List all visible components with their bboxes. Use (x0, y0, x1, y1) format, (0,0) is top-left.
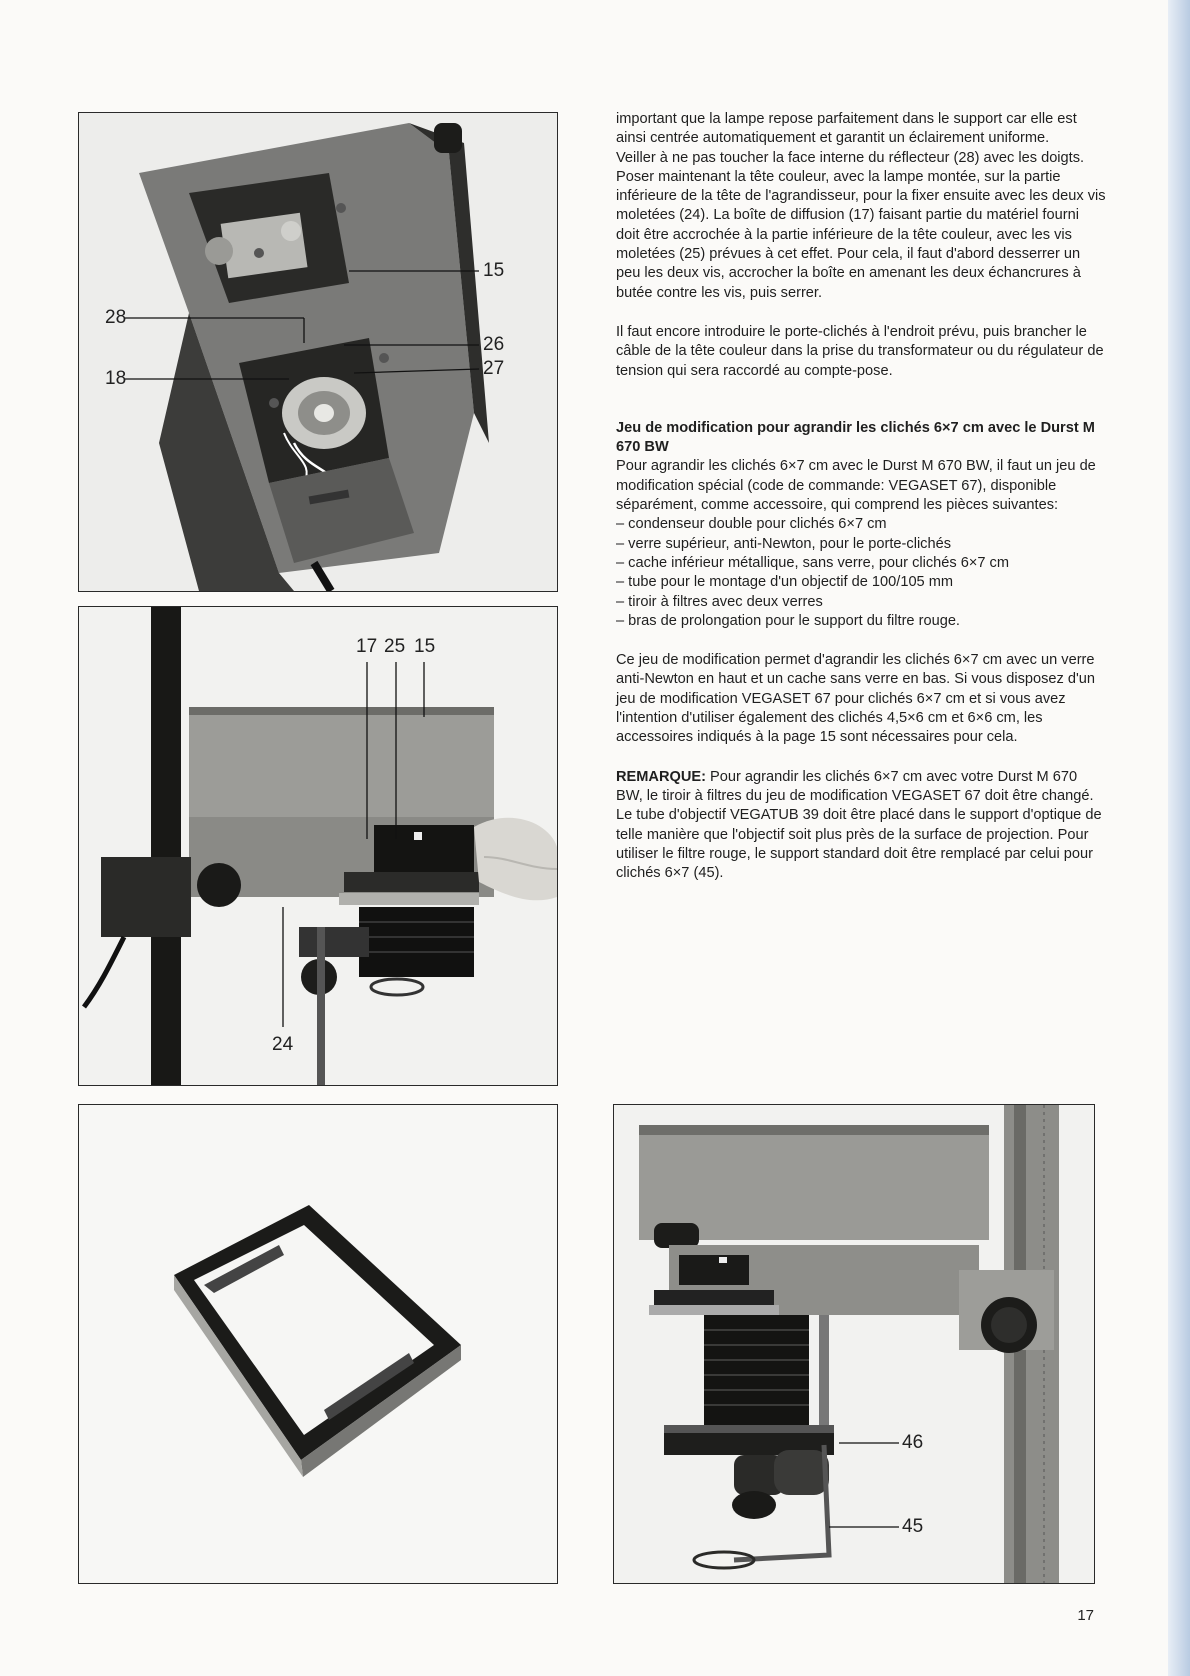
figure-color-head-top (78, 112, 558, 592)
page-number: 17 (1077, 1607, 1094, 1624)
callout-28: 28 (105, 307, 127, 328)
callout-27: 27 (483, 358, 505, 379)
negative-cache-illustration (79, 1105, 557, 1583)
figure-negative-cache (78, 1104, 558, 1584)
list-item: – bras de prolongation pour le support du filtre rouge. (616, 612, 1106, 631)
callout-15: 15 (483, 260, 505, 281)
page-edge-shadow (1168, 0, 1190, 1676)
paragraph-lamp-support: important que la lampe repose parfaitement dans le support car elle est ainsi centrée automatiquement et garantit un éclairement uniforme. (616, 111, 1077, 147)
remark-label: REMARQUE: (616, 768, 706, 785)
callout-26: 26 (483, 334, 505, 355)
modification-kit-parts-list (616, 515, 1106, 631)
paragraph-modification-kit-usage: Ce jeu de modification permet d'agrandir les clichés 6×7 cm avec un verre anti-Newton en haut et un cache sans verre en bas. Si vous disposez d'un jeu de modification VEGASET 67 pour clichés 6×7 cm et si vous avez l'intention d'utiliser également des clichés 4,5×6 cm et 6×6 cm, les accessoires indiqués à la page 15 sont nécessaires pour cela. (616, 652, 1095, 746)
remark-body: Pour agrandir les clichés 6×7 cm avec votre Durst M 670 BW, le tiroir à filtres du jeu de modification VEGASET 67 doit être changé. Le tube d'objectif VEGATUB 39 doit être placé dans le support d'optique de telle manière que l'objectif soit plus près de la surface de projection. Pour utiliser le filtre rouge, le support standard doit être remplacé par celui pour clichés 6×7 (45). (616, 768, 1102, 882)
callout-25: 25 (384, 636, 406, 657)
list-item: – cache inférieur métallique, sans verre, pour clichés 6×7 cm (616, 554, 1106, 573)
enlarger-head-illustration (79, 607, 557, 1085)
callout-45: 45 (902, 1516, 924, 1537)
list-item: – tube pour le montage d'un objectif de 100/105 mm (616, 573, 1106, 592)
paragraph-reflector-warning: Veiller à ne pas toucher la face interne du réflecteur (28) avec les doigts. (616, 149, 1085, 166)
paragraph-modification-kit-intro: Pour agrandir les clichés 6×7 cm avec le Durst M 670 BW, il faut un jeu de modification spécial (code de commande: VEGASET 67), disponible séparément, comme accessoire, qui comprend les pièces suivantes: (616, 458, 1096, 514)
filter-support-illustration (614, 1105, 1094, 1583)
paragraph-negative-carrier: Il faut encore introduire le porte-clichés à l'endroit prévu, puis brancher le câble de la tête couleur dans la prise du transformateur ou du régulateur de tension qui sera raccordé au compte-pose. (616, 323, 1104, 379)
callout-24: 24 (272, 1034, 294, 1055)
figure-filter-support (613, 1104, 1095, 1584)
list-item: – verre supérieur, anti-Newton, pour le porte-clichés (616, 535, 1106, 554)
figure-enlarger-head-side (78, 606, 558, 1086)
paragraph-remark (616, 768, 1106, 884)
list-item: – condenseur double pour clichés 6×7 cm (616, 515, 1106, 534)
text-column (616, 110, 1106, 883)
callout-46: 46 (902, 1432, 924, 1453)
section-heading-modification-kit: Jeu de modification pour agrandir les clichés 6×7 cm avec le Durst M 670 BW (616, 419, 1095, 456)
paragraph-color-head-mounting: Poser maintenant la tête couleur, avec la lampe montée, sur la partie inférieure de la tête de l'agrandisseur, pour la fixer ensuite avec les deux vis moletées (24). La boîte de diffusion (17) faisant partie du matériel fourni doit être accrochée à la partie inférieure de la tête couleur, avec les vis moletées (25) prévues à cet effet. Pour cela, il faut d'abord desserrer un peu les deux vis, accrocher la boîte en amenant les deux échancrures à butée contre les vis, puis serrer. (616, 168, 1106, 301)
callout-15-b: 15 (414, 636, 436, 657)
callout-18: 18 (105, 368, 127, 389)
list-item: – tiroir à filtres avec deux verres (616, 593, 1106, 612)
callout-17: 17 (356, 636, 378, 657)
